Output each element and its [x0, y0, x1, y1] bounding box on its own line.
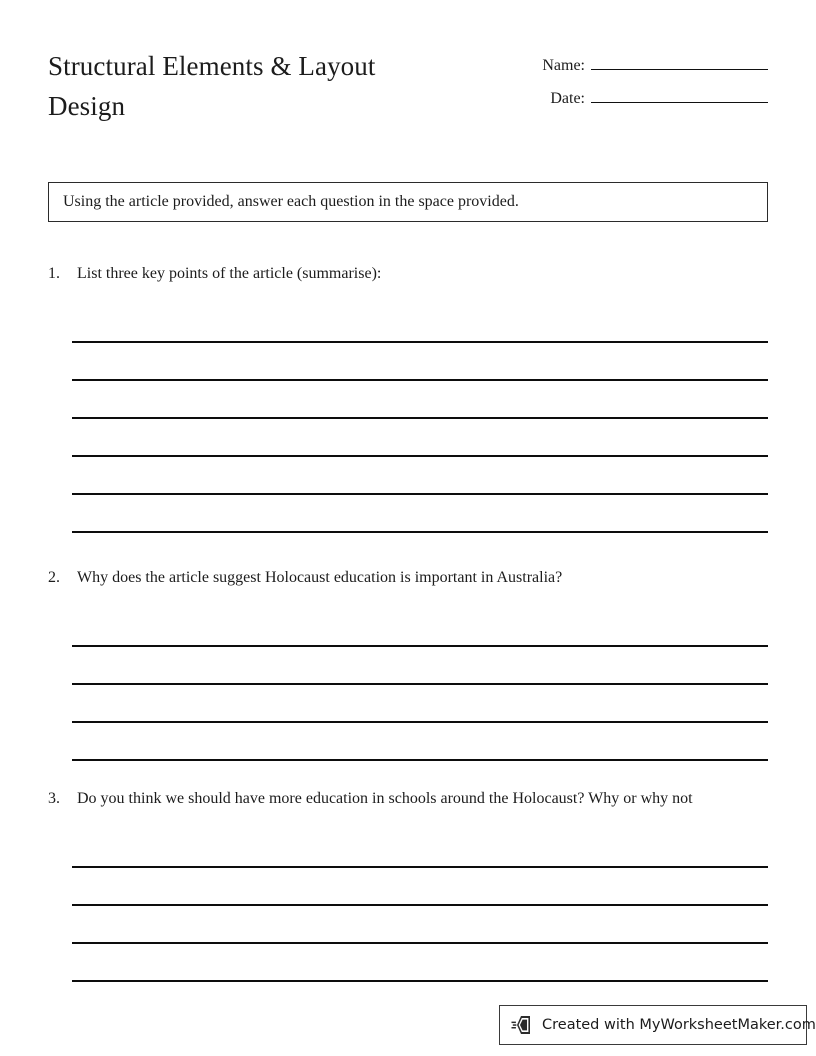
answer-line[interactable] — [72, 868, 768, 906]
answer-line[interactable] — [72, 906, 768, 944]
questions-list — [48, 262, 768, 982]
date-field-row — [528, 85, 768, 118]
question-spacer — [48, 761, 768, 787]
date-field-input[interactable] — [591, 85, 768, 103]
question-text-2: Why does the article suggest Holocaust education is important in Australia? — [77, 569, 563, 586]
answer-line[interactable] — [72, 495, 768, 533]
answer-line[interactable] — [72, 343, 768, 381]
answer-line[interactable] — [72, 944, 768, 982]
answer-line[interactable] — [72, 685, 768, 723]
question-number-1: 1. — [48, 265, 60, 282]
instruction-text: Using the article provided, answer each question in the space provided. — [63, 193, 519, 210]
question-heading-2 — [48, 566, 768, 590]
question-spacer — [48, 533, 768, 566]
answer-lines-3 — [72, 811, 768, 982]
answer-line[interactable] — [72, 609, 768, 647]
footer-attribution-badge[interactable] — [499, 1005, 816, 1045]
question-block-2 — [48, 566, 768, 761]
question-block-3 — [48, 787, 768, 982]
answer-line[interactable] — [72, 647, 768, 685]
answer-line[interactable] — [72, 457, 768, 495]
instruction-box — [48, 182, 768, 222]
answer-line[interactable] — [72, 723, 768, 761]
answer-lines-1 — [72, 286, 768, 533]
footer-attribution-text: Created with MyWorksheetMaker.com — [542, 1017, 816, 1033]
name-field-label: Name: — [542, 57, 585, 74]
answer-lines-2 — [72, 590, 768, 761]
question-block-1 — [48, 262, 768, 533]
date-field-label: Date: — [550, 90, 585, 107]
question-text-1: List three key points of the article (summarise): — [77, 265, 382, 282]
answer-line[interactable] — [72, 419, 768, 457]
question-number-2: 2. — [48, 569, 60, 586]
question-number-3: 3. — [48, 790, 60, 807]
answer-line[interactable] — [72, 830, 768, 868]
student-meta-fields — [528, 52, 768, 118]
worksheet-header — [48, 46, 768, 126]
question-heading-3 — [48, 787, 768, 811]
name-field-input[interactable] — [591, 52, 768, 70]
pen-nib-icon — [511, 1013, 535, 1037]
answer-line[interactable] — [72, 305, 768, 343]
name-field-row — [528, 52, 768, 85]
question-heading-1 — [48, 262, 768, 286]
page-title: Structural Elements & Layout Design — [48, 51, 376, 121]
question-text-3: Do you think we should have more education in schools around the Holocaust? Why or why not — [77, 790, 693, 807]
answer-line[interactable] — [72, 381, 768, 419]
